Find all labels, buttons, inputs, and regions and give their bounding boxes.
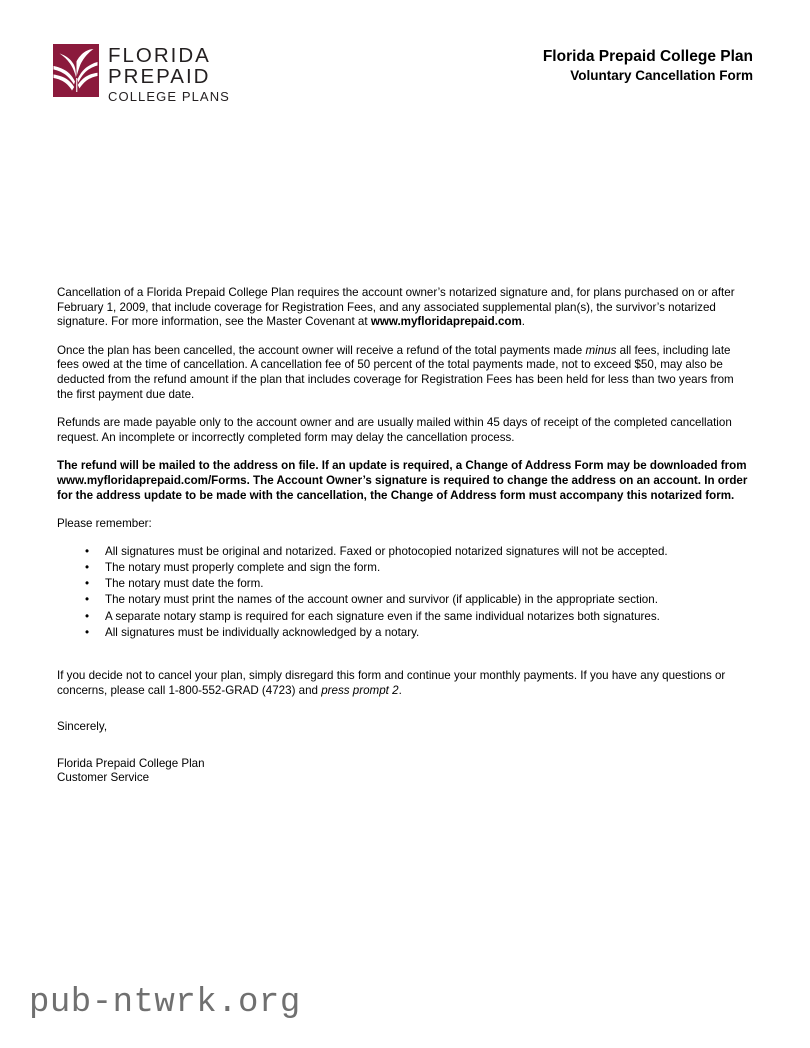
- florida-prepaid-logo: [52, 44, 230, 105]
- signoff-text: Sincerely,: [57, 720, 108, 734]
- bullet-point-icon: •: [85, 577, 90, 591]
- paragraph2-minus-italic: minus: [585, 343, 617, 357]
- signature-department: Customer Service: [57, 771, 150, 785]
- open-book-icon: [52, 44, 99, 99]
- list-item: [57, 544, 753, 560]
- paragraph-address-on-file-bold: The refund will be mailed to the address on file. If an update is required, a Change of Address Form may be downloaded from www.myfloridaprepaid.com/Forms. The Account Owner’s signature is required to change the address on an account. In order for the address update to be made with the cancellation, the Change of Address form must accompany this notarized form.: [57, 459, 748, 502]
- closing-text-part1: If you decide not to cancel your plan, simply disregard this form and continue your monthly payments. If you have any questions or concerns, please call 1-800-552-GRAD (4723) and: [57, 668, 726, 697]
- logo-line-prepaid: PREPAID: [108, 65, 211, 88]
- paragraph2-text-part1: Once the plan has been cancelled, the account owner will receive a refund of the total payments made: [57, 343, 586, 357]
- watermark-text: pub-ntwrk.org: [29, 984, 301, 1022]
- list-item: [57, 625, 753, 641]
- logo-wordmark: [108, 44, 230, 105]
- page-subtitle: Voluntary Cancellation Form: [570, 68, 753, 83]
- header-title-block: [543, 48, 753, 84]
- requirements-bullet-list: [57, 544, 753, 641]
- document-header: [0, 0, 810, 120]
- list-item: [57, 592, 753, 608]
- closing-section: [57, 669, 753, 786]
- closing-text-part2: .: [398, 683, 402, 697]
- paragraph-cancellation-requirements: [57, 286, 753, 330]
- signature-organization: Florida Prepaid College Plan: [57, 756, 205, 770]
- page-title: Florida Prepaid College Plan: [542, 48, 753, 65]
- paragraph-do-not-cancel: [57, 669, 753, 698]
- list-item-label: The notary must print the names of the account owner and survivor (if applicable) in the appropriate section.: [105, 593, 658, 607]
- list-item: [57, 560, 753, 576]
- paragraph1-text-part1: Cancellation of a Florida Prepaid College Plan requires the account owner’s notarized signature and, for plans purchased on or after February 1, 2009, that include coverage for Registration Fees, and any associated supplemental plan(s), the survivor’s notarized signature. For more information, see the Master Covenant at: [57, 286, 735, 329]
- list-item-label: The notary must properly complete and sign the form.: [105, 560, 381, 574]
- please-remember-label: Please remember:: [57, 517, 152, 531]
- list-item-label: A separate notary stamp is required for each signature even if the same individual notarizes both signatures.: [105, 609, 660, 623]
- list-item-label: The notary must date the form.: [105, 577, 264, 591]
- bullet-point-icon: •: [85, 544, 90, 558]
- bullet-point-icon: •: [85, 625, 90, 639]
- logo-line-florida: FLORIDA: [108, 44, 211, 67]
- list-item: [57, 576, 753, 592]
- bullet-point-icon: •: [85, 560, 90, 574]
- paragraph-refund-timeline: Refunds are made payable only to the account owner and are usually mailed within 45 days of receipt of the completed cancellation request. An incomplete or incorrectly completed form may delay the cancellation process.: [57, 416, 732, 444]
- bullet-point-icon: •: [85, 609, 90, 623]
- paragraph2-text-part2: all fees, including late fees owed at the time of cancellation. A cancellation fee of 50 percent of the total payments made, not to exceed $50, may also be deducted from the refund amount if the plan that includes coverage for Registration Fees has been held for less than two years from the first payment due date.: [57, 343, 734, 401]
- bullet-point-icon: •: [85, 593, 90, 607]
- list-item: [57, 609, 753, 625]
- logo-line-college-plans: COLLEGE PLANS: [108, 89, 230, 104]
- paragraph1-text-part2: .: [521, 315, 526, 329]
- letter-body: [57, 286, 753, 786]
- closing-press-prompt-italic: press prompt 2: [321, 683, 399, 697]
- list-item-label: All signatures must be original and notarized. Faxed or photocopied notarized signatures will not be accepted.: [105, 544, 668, 558]
- paragraph-refund-fees: [57, 344, 753, 402]
- list-item-label: All signatures must be individually acknowledged by a notary.: [105, 625, 420, 639]
- paragraph1-website-bold: www.myfloridaprepaid.com: [370, 315, 522, 329]
